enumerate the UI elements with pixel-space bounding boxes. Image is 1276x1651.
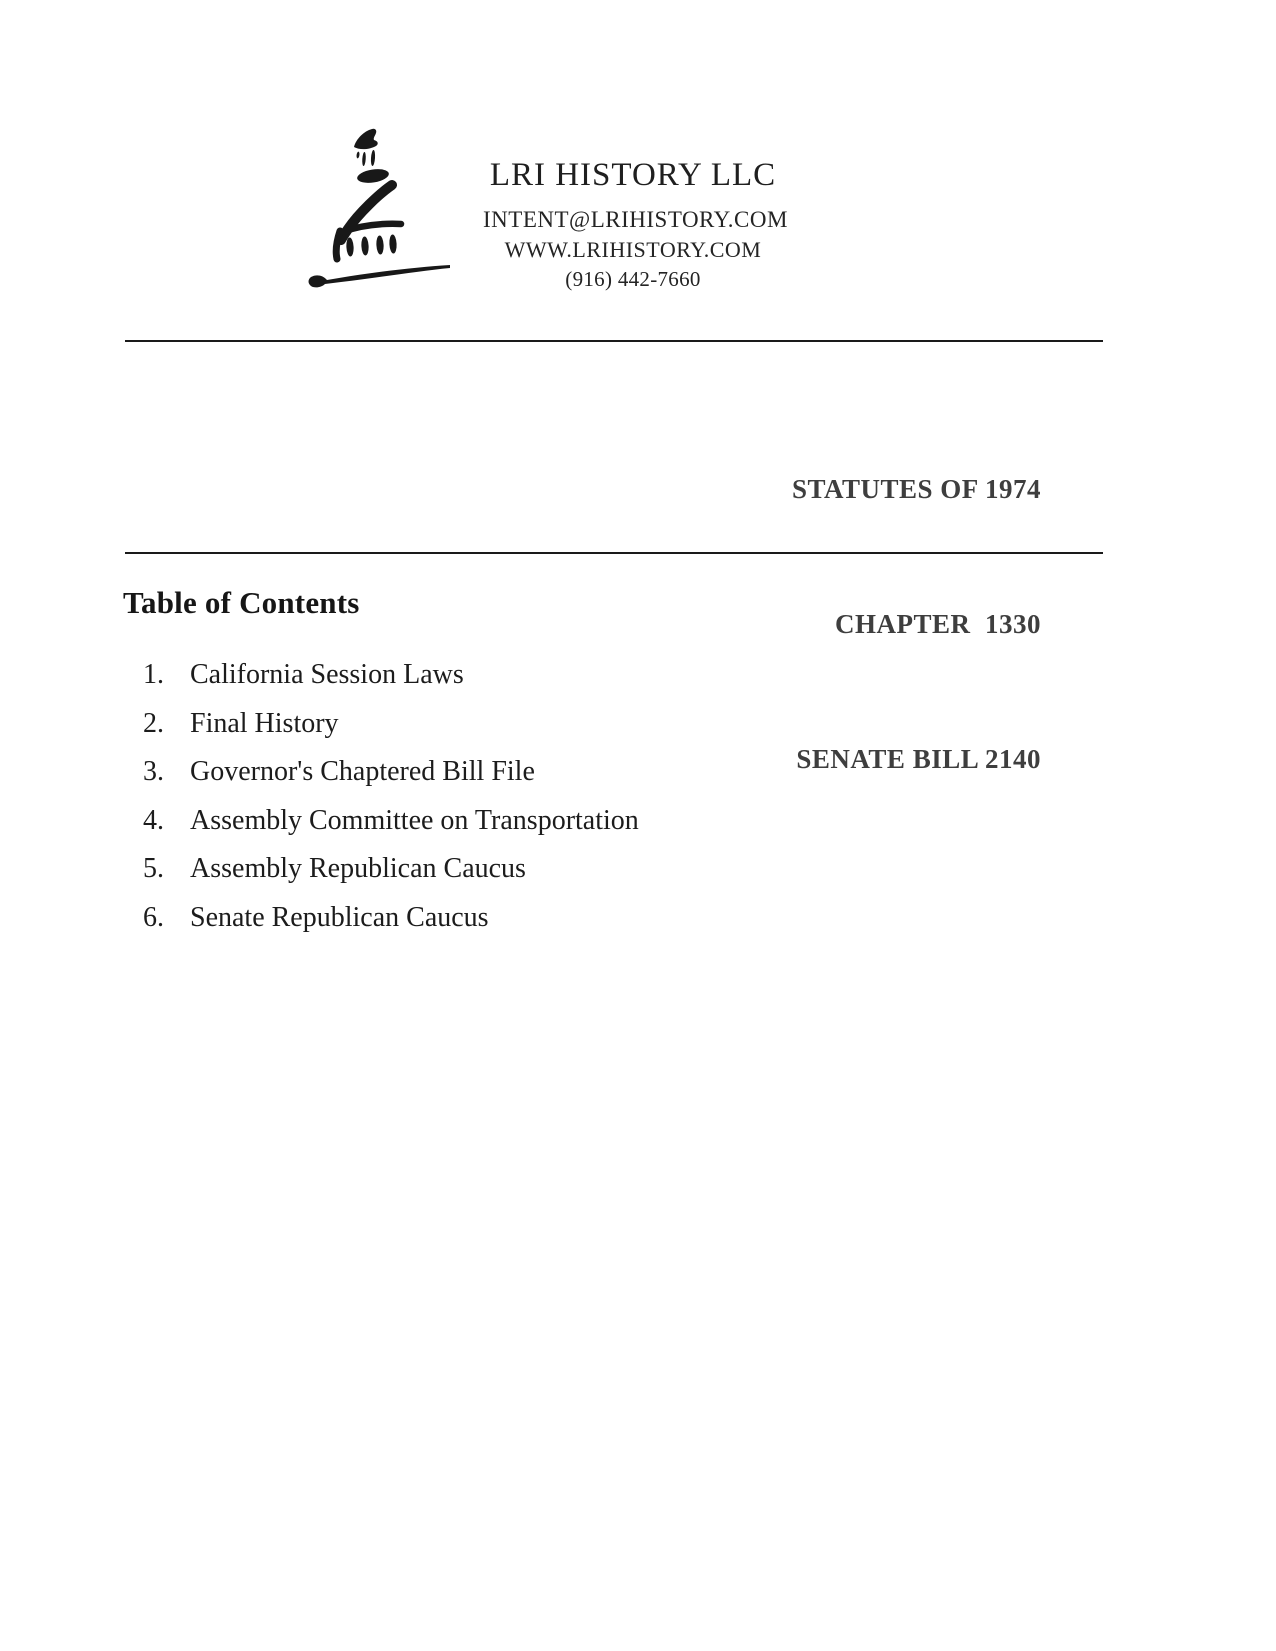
chapter-line: CHAPTER 1330 xyxy=(834,609,1041,639)
letterhead xyxy=(483,157,788,291)
cupola-base xyxy=(356,167,390,185)
toc-item-label: California Session Laws xyxy=(190,659,464,690)
dome-left-stroke xyxy=(336,231,340,259)
toc-item-number: 1. xyxy=(143,659,164,690)
toc-item-label: Assembly Committee on Transportation xyxy=(190,804,639,836)
toc-item xyxy=(143,700,639,749)
column-1 xyxy=(346,237,354,256)
toc-item xyxy=(143,797,639,846)
toc-item-number: 6. xyxy=(143,901,164,933)
cupola-tick-small xyxy=(356,151,360,158)
bill-reference-block xyxy=(792,377,1041,872)
phone-number: (916) 442-7660 xyxy=(565,267,701,291)
toc-item-label: Assembly Republican Caucus xyxy=(190,853,526,884)
logo-ink-shapes xyxy=(309,129,450,288)
email-address: INTENT@LRIHISTORY.COM xyxy=(483,207,788,232)
cupola-tick-right xyxy=(370,150,375,166)
toc-item-label: Governor's Chaptered Bill File xyxy=(190,756,535,787)
flag-shape xyxy=(354,129,378,149)
toc-item-label: Senate Republican Caucus xyxy=(190,901,489,933)
statutes-line: STATUTES OF 1974 xyxy=(791,474,1041,504)
column-3 xyxy=(376,235,384,254)
column-4 xyxy=(389,234,397,253)
toc-list xyxy=(143,651,639,942)
toc-title: Table of Contents xyxy=(123,585,360,620)
cupola-tick-left xyxy=(362,152,366,166)
toc-item-number: 4. xyxy=(143,804,164,836)
horizontal-rule-bottom xyxy=(125,552,1103,554)
website-url: WWW.LRIHISTORY.COM xyxy=(504,237,762,262)
company-name: LRI HISTORY LLC xyxy=(489,157,777,193)
capitol-dome-logo xyxy=(297,128,452,288)
toc-item-label: Final History xyxy=(190,707,339,739)
toc-item-number: 3. xyxy=(143,756,164,787)
column-2 xyxy=(361,236,369,255)
horizontal-rule-top xyxy=(125,340,1103,342)
toc-item-number: 5. xyxy=(143,853,164,884)
toc-item xyxy=(143,845,639,894)
toc-item xyxy=(143,894,639,943)
toc-item xyxy=(143,748,639,797)
senate-bill-line: SENATE BILL 2140 xyxy=(796,744,1041,774)
toc-item xyxy=(143,651,639,700)
toc-item-number: 2. xyxy=(143,707,164,739)
base-swoosh xyxy=(309,265,450,287)
